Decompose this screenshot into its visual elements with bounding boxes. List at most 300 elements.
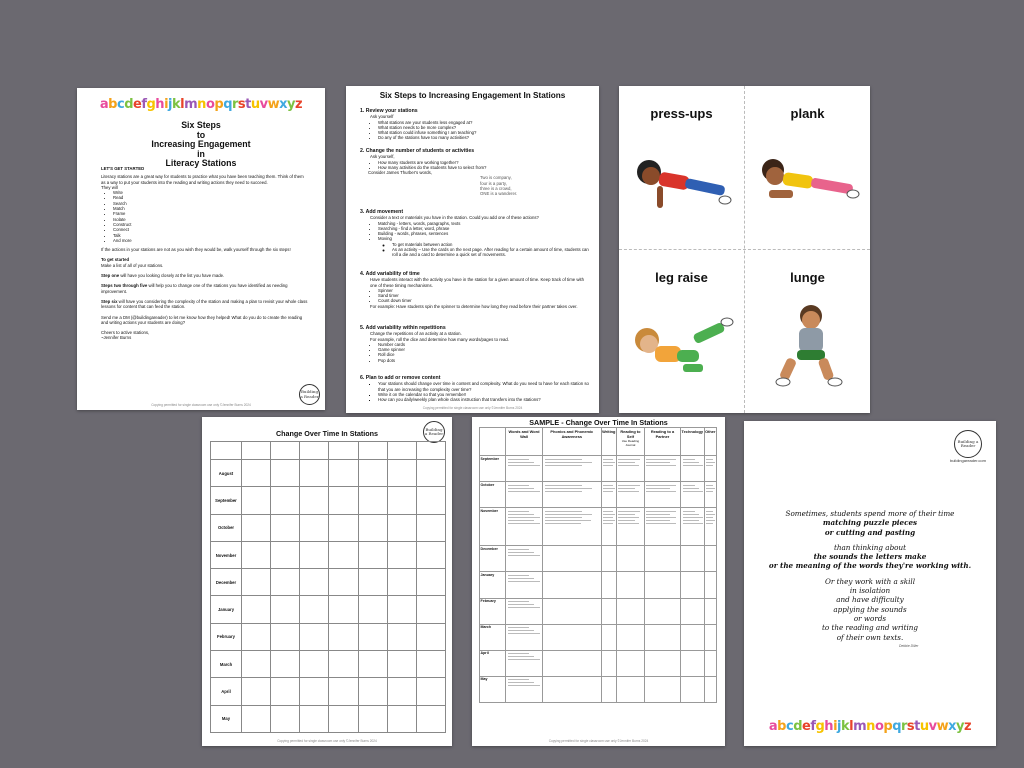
sample-row <box>480 482 717 508</box>
website-label: buildingareader.com <box>949 458 986 463</box>
calendar-cell <box>416 651 445 678</box>
sample-cell <box>506 676 543 702</box>
quote-line: and have difficulty <box>836 595 904 605</box>
calendar-cell <box>300 705 329 732</box>
calendar-cell <box>271 569 300 596</box>
list-item: • Sand timer <box>378 293 592 298</box>
alphabet-letter: d <box>793 719 802 734</box>
list-item: ▪ Your stations should change over time in content and complexity. What do you need to have for each station so that you are increasing the complexity over time? <box>378 381 592 392</box>
sample-row <box>480 508 717 546</box>
calendar-cell <box>416 460 445 487</box>
sample-grid <box>479 427 717 703</box>
column-header: Reading to Self Use Reading Journal <box>616 428 644 456</box>
calendar-cell <box>358 487 387 514</box>
calendar-cell <box>329 596 358 623</box>
sample-cell <box>543 546 602 572</box>
list-item: • How many students are working together? <box>378 160 592 165</box>
calendar-cell <box>271 541 300 568</box>
calendar-cell <box>271 487 300 514</box>
sample-cell <box>543 676 602 702</box>
sample-cell <box>543 650 602 676</box>
sample-cell <box>704 456 716 482</box>
calendar-cell <box>242 678 271 705</box>
exercise-figure-icon <box>627 134 737 224</box>
calendar-cell <box>329 651 358 678</box>
calendar-row <box>211 541 446 568</box>
calendar-header-cell <box>300 442 329 460</box>
alphabet-letter: b <box>108 97 117 112</box>
alphabet-letter: b <box>777 719 786 734</box>
calendar-cell <box>329 541 358 568</box>
month-label: February <box>480 598 506 624</box>
verb-item: • Isolate <box>113 217 309 222</box>
list-item: ▪ Write it on the calendar so that you remember! <box>378 392 592 397</box>
alphabet-letter: y <box>956 719 965 734</box>
alphabet-letter: i <box>164 97 169 112</box>
list-item: • How many activities do the students have to select from? <box>378 165 592 170</box>
month-label: May <box>211 705 242 732</box>
sample-cell <box>644 676 680 702</box>
alphabet-letter: u <box>919 719 929 734</box>
month-label: May <box>480 676 506 702</box>
calendar-cell <box>329 678 358 705</box>
alphabet-letter: a <box>99 97 109 112</box>
alphabet-letter: o <box>205 97 215 112</box>
verb-item: • Match <box>113 206 309 211</box>
month-label: January <box>211 596 242 623</box>
column-header: Phonics and Phonemic Awareness <box>543 428 602 456</box>
sample-cell <box>644 546 680 572</box>
sample-cell <box>681 572 705 598</box>
sample-cell <box>543 508 602 546</box>
sample-cell <box>506 456 543 482</box>
calendar-title: Change Over Time In Stations <box>275 429 379 438</box>
sample-cell <box>506 598 543 624</box>
step-1: 1. Review your stations Ask yourself • What stations are your students less engaged at? • What station needs to be more complex? • What station could infuse something I am teaching? • Do any of the stations have too many activities? <box>360 108 592 141</box>
verb-item: • Construct <box>113 222 309 227</box>
calendar-cell <box>387 514 416 541</box>
list-item: • Building - words, phrases, sentences <box>378 231 592 236</box>
month-label: October <box>211 514 242 541</box>
quote-line: applying the sounds <box>833 604 907 614</box>
calendar-row <box>211 596 446 623</box>
sample-cell <box>681 650 705 676</box>
footer: Copying permitted for single classroom use only ©Jennifer Burns 2024 <box>277 739 377 743</box>
month-label: December <box>480 546 506 572</box>
sample-cell <box>704 546 716 572</box>
calendar-header-cell <box>416 442 445 460</box>
alphabet-letter: m <box>853 719 867 734</box>
sample-cell <box>644 456 680 482</box>
calendar-cell <box>271 596 300 623</box>
brand-logo: Building a Reader <box>423 421 445 443</box>
sample-cell <box>704 508 716 546</box>
sample-cell <box>543 598 602 624</box>
list-item: • Moving <box>378 236 592 241</box>
alphabet-letter: z <box>295 97 303 112</box>
sample-cell <box>704 624 716 650</box>
calendar-row <box>211 678 446 705</box>
calendar-cell <box>416 705 445 732</box>
sample-row <box>480 676 717 702</box>
quote-line: or the meaning of the words they're working with. <box>768 561 972 571</box>
alphabet-letter: d <box>124 97 133 112</box>
step-2: 2. Change the number of students or activities Ask yourself, • How many students are working together? • How many activities do the students have to select from? Consider James Thurber's words, Two is company, four is a party, three is a crowd, ONE is a wanderer. <box>360 148 592 197</box>
calendar-cell <box>329 569 358 596</box>
alphabet-letter: l <box>180 97 185 112</box>
calendar-cell <box>358 541 387 568</box>
sample-cell <box>644 598 680 624</box>
calendar-cell <box>300 596 329 623</box>
footer: Copying permitted for single classroom use only ©Jennifer Burns 2024 <box>548 739 649 743</box>
calendar-header-cell <box>211 442 242 460</box>
calendar-cell <box>416 623 445 650</box>
alphabet-letter: k <box>841 719 850 734</box>
sample-cell <box>616 508 644 546</box>
calendar-cell <box>242 705 271 732</box>
sample-cell <box>644 624 680 650</box>
sample-cell <box>681 482 705 508</box>
quote-line: of their own texts. <box>836 632 904 642</box>
month-label: April <box>480 650 506 676</box>
sample-cell <box>506 650 543 676</box>
sample-cell <box>601 676 616 702</box>
calendar-cell <box>271 623 300 650</box>
sample-row <box>480 456 717 482</box>
calendar-cell <box>300 460 329 487</box>
alphabet-letter: h <box>824 719 834 734</box>
calendar-cell <box>300 514 329 541</box>
brand-logo: Building a Reader <box>954 430 982 458</box>
exercise-figure-icon <box>627 298 737 388</box>
exercise-cards-page <box>619 86 870 413</box>
verb-item: • Frame <box>113 211 309 216</box>
sample-cell <box>616 546 644 572</box>
calendar-cell <box>271 651 300 678</box>
calendar-header-cell <box>387 442 416 460</box>
calendar-row <box>211 487 446 514</box>
alphabet-letter: r <box>901 719 907 734</box>
alphabet-letter: p <box>214 97 224 112</box>
sample-cell <box>704 482 716 508</box>
sample-cell <box>616 676 644 702</box>
sample-cell <box>644 508 680 546</box>
quote-line: Sometimes, students spend more of their time <box>785 509 955 518</box>
calendar-page <box>202 417 452 746</box>
calendar-cell <box>358 514 387 541</box>
month-label: February <box>211 623 242 650</box>
calendar-cell <box>387 460 416 487</box>
sample-cell <box>616 482 644 508</box>
sample-cell <box>681 624 705 650</box>
sample-calendar-page <box>472 417 725 746</box>
alphabet-letter: c <box>785 719 794 734</box>
calendar-row <box>211 705 446 732</box>
sample-row <box>480 572 717 598</box>
calendar-cell <box>242 651 271 678</box>
six-steps-title: Six Steps to Increasing Engagement In Stations <box>379 91 566 100</box>
exercise-figure-icon <box>753 134 863 224</box>
sample-cell <box>543 482 602 508</box>
alphabet-letter: i <box>833 719 838 734</box>
exercise-label: leg raise <box>655 270 708 285</box>
sample-cell <box>601 546 616 572</box>
sample-cell <box>616 650 644 676</box>
corner-cell <box>480 428 506 456</box>
calendar-cell <box>416 514 445 541</box>
month-label: April <box>211 678 242 705</box>
sample-row <box>480 598 717 624</box>
month-label: January <box>480 572 506 598</box>
sample-cell <box>644 650 680 676</box>
footer: Copying permitted for single classroom use only ©Jennifer Burns 2024 <box>151 403 251 407</box>
intro-title: Six Steps to Increasing Engagement in Literacy Stations <box>151 120 251 169</box>
column-header: Other <box>704 428 716 456</box>
quote-line: to the reading and writing <box>821 623 919 633</box>
verb-item: • Connect <box>113 227 309 232</box>
quote-line: Or they work with a skill <box>824 576 916 586</box>
footer: Copying permitted for single classroom use only ©Jennifer Burns 2024 <box>422 406 523 410</box>
calendar-cell <box>416 487 445 514</box>
calendar-cell <box>416 569 445 596</box>
alphabet-letter: m <box>184 97 198 112</box>
sample-cell <box>601 572 616 598</box>
verb-item: • Read <box>113 195 309 200</box>
exercise-card <box>745 250 870 413</box>
quote-line: in isolation <box>849 586 891 596</box>
alphabet-letter: v <box>928 719 937 734</box>
alphabet-letter: e <box>133 97 142 112</box>
verb-item: • And more <box>113 238 309 243</box>
sample-title: SAMPLE - Change Over Time In Stations <box>529 418 668 427</box>
list-item: • Count down timer <box>378 298 592 303</box>
calendar-cell <box>242 487 271 514</box>
list-item: ◦ To get materials between action <box>392 242 592 247</box>
sample-cell <box>506 624 543 650</box>
sample-cell <box>506 546 543 572</box>
sample-row <box>480 624 717 650</box>
sample-cell <box>616 456 644 482</box>
list-item: • Game spinner <box>378 347 592 352</box>
sample-cell <box>601 456 616 482</box>
alphabet-letter: e <box>802 719 811 734</box>
alphabet-letter: n <box>866 719 875 734</box>
sample-cell <box>616 624 644 650</box>
alphabet-letter: p <box>883 719 893 734</box>
sample-cell <box>506 482 543 508</box>
alphabet-letter: t <box>245 97 251 112</box>
calendar-cell <box>416 541 445 568</box>
alphabet-letter: s <box>906 719 915 734</box>
calendar-cell <box>358 569 387 596</box>
brand-logo: Building a Reader <box>299 384 320 405</box>
quote-line: or cutting and pasting <box>824 527 916 537</box>
calendar-row <box>211 623 446 650</box>
sample-cell <box>681 598 705 624</box>
alphabet-letter: n <box>197 97 206 112</box>
sample-cell <box>601 650 616 676</box>
alphabet-letter: o <box>874 719 884 734</box>
calendar-grid <box>210 441 446 733</box>
calendar-cell <box>300 569 329 596</box>
list-item: • Roll dice <box>378 352 592 357</box>
alphabet-letter: j <box>168 97 172 112</box>
calendar-cell <box>329 623 358 650</box>
calendar-cell <box>387 651 416 678</box>
calendar-cell <box>329 487 358 514</box>
alphabet-letter: x <box>279 97 288 112</box>
list-item: • What stations are your students less engaged at? <box>378 120 592 125</box>
calendar-cell <box>271 678 300 705</box>
calendar-cell <box>358 596 387 623</box>
list-item: • Spinner <box>378 288 592 293</box>
calendar-cell <box>387 569 416 596</box>
alphabet-letter: l <box>849 719 854 734</box>
alphabet-letter: z <box>964 719 972 734</box>
calendar-cell <box>387 541 416 568</box>
step-6: 6. Plan to add or remove content ▪ Your stations should change over time in content and complexity. What do you need to have for each station so that you are increasing the complexity over time? ▪ Write it on the calendar so that you remember! ▪ How can you daily/weekly plan whole class instruction that transfers into the stations? <box>360 375 592 402</box>
list-item: • Pop dots <box>378 358 592 363</box>
alphabet-letter: f <box>141 97 147 112</box>
alphabet-letter: q <box>892 719 901 734</box>
column-header: Words and Word Wall <box>506 428 543 456</box>
verbs-list <box>101 190 309 243</box>
calendar-cell <box>416 596 445 623</box>
sample-cell <box>616 598 644 624</box>
calendar-cell <box>329 705 358 732</box>
sample-row <box>480 650 717 676</box>
handout-intro-page <box>77 88 325 410</box>
alphabet-letter: w <box>267 97 280 112</box>
step-5: 5. Add variability within repetitions Change the repetitions of an activity at a station. For example, roll the dice and determine how many words/pages to read. • Number cards • Game spinner • Roll dice • Pop dots <box>360 325 592 363</box>
month-label: August <box>211 460 242 487</box>
column-header: Technology <box>681 428 705 456</box>
calendar-header-cell <box>358 442 387 460</box>
month-label: March <box>211 651 242 678</box>
sample-cell <box>616 572 644 598</box>
calendar-cell <box>242 514 271 541</box>
month-label: December <box>211 569 242 596</box>
alphabet-letter: k <box>172 97 181 112</box>
calendar-cell <box>300 487 329 514</box>
sample-cell <box>704 676 716 702</box>
sample-cell <box>644 482 680 508</box>
alphabet-letter: f <box>810 719 816 734</box>
list-item: • What station needs to be more complex? <box>378 125 592 130</box>
alphabet-letter: t <box>914 719 920 734</box>
thurber-poem: Two is company, four is a party, three is a crowd, ONE is a wanderer. <box>480 175 518 197</box>
sample-cell <box>644 572 680 598</box>
column-header: Writing <box>601 428 616 456</box>
exercise-label: plank <box>790 106 825 121</box>
sample-cell <box>543 572 602 598</box>
calendar-cell <box>271 514 300 541</box>
verb-item: • Talk <box>113 233 309 238</box>
sample-cell <box>681 456 705 482</box>
step-4: 4. Add variability of time Have students interact with the activity you have in the station for a given amount of time. Keep track of time with one of these timing mechanisms. • Spinner • Sand timer • Count down timer For example: Have students spin the spinner to determine how long they read before their partner takes over. <box>360 271 592 309</box>
quote-attribution: Debbie Diller <box>899 644 919 648</box>
calendar-header-cell <box>242 442 271 460</box>
exercise-figure-icon <box>753 298 863 388</box>
exercise-card <box>619 250 744 413</box>
alphabet-banner-bottom <box>744 719 996 734</box>
exercise-card <box>619 86 744 249</box>
calendar-cell <box>329 460 358 487</box>
month-label: October <box>480 482 506 508</box>
calendar-cell <box>387 487 416 514</box>
alphabet-letter: g <box>146 97 156 112</box>
sample-cell <box>543 624 602 650</box>
sample-cell <box>506 572 543 598</box>
exercise-card <box>745 86 870 249</box>
alphabet-letter: h <box>155 97 165 112</box>
quote-line: or words <box>853 613 887 623</box>
calendar-cell <box>358 678 387 705</box>
calendar-row <box>211 651 446 678</box>
quote-line: matching puzzle pieces <box>822 518 918 528</box>
alphabet-letter: q <box>223 97 232 112</box>
calendar-cell <box>387 623 416 650</box>
calendar-cell <box>300 541 329 568</box>
alphabet-banner-top <box>77 97 325 112</box>
calendar-cell <box>387 705 416 732</box>
sample-cell <box>681 546 705 572</box>
list-item: • Searching - find a letter, word, phrase <box>378 226 592 231</box>
calendar-cell <box>387 678 416 705</box>
calendar-cell <box>242 623 271 650</box>
calendar-cell <box>300 651 329 678</box>
calendar-cell <box>242 541 271 568</box>
calendar-cell <box>358 460 387 487</box>
sample-cell <box>704 650 716 676</box>
calendar-cell <box>242 460 271 487</box>
list-item: • Matching - letters, words, paragraphs, texts <box>378 221 592 226</box>
calendar-cell <box>416 678 445 705</box>
alphabet-letter: v <box>259 97 268 112</box>
month-label: November <box>480 508 506 546</box>
calendar-row <box>211 514 446 541</box>
alphabet-letter: w <box>936 719 949 734</box>
sample-cell <box>704 572 716 598</box>
exercise-label: lunge <box>790 270 825 285</box>
month-label: March <box>480 624 506 650</box>
sample-cell <box>704 598 716 624</box>
calendar-cell <box>300 623 329 650</box>
sample-cell <box>601 508 616 546</box>
calendar-cell <box>242 596 271 623</box>
alphabet-letter: a <box>768 719 778 734</box>
list-item: ▪ How can you daily/weekly plan whole class instruction that transfers into the stations? <box>378 397 592 402</box>
month-label: November <box>211 541 242 568</box>
calendar-cell <box>300 678 329 705</box>
calendar-cell <box>271 705 300 732</box>
verb-item: • Write <box>113 190 309 195</box>
alphabet-letter: c <box>116 97 125 112</box>
calendar-header-cell <box>271 442 300 460</box>
calendar-row <box>211 569 446 596</box>
alphabet-letter: u <box>250 97 260 112</box>
sample-row <box>480 546 717 572</box>
quote-text <box>744 509 996 642</box>
calendar-cell <box>358 705 387 732</box>
sample-cell <box>543 456 602 482</box>
quote-page <box>744 421 996 746</box>
list-item: • What station could infuse something I am teaching? <box>378 130 592 135</box>
intro-body: LET'S GET STARTED Literacy stations are a great way for students to practice what you have been teaching them. Think of them as a way to put your students into the reading and writing actions they need to succeed. They will • Write • Read • Search • Match • Frame • Isolate • Construct • Connect • Talk • And more If the actions in your stations are not as you wish they would be, walk yourself through the six steps! To get started Make a list of all of your stations. Step one will have you looking closely at the list you have made. Steps two through five will help you to change one of the stations you have identified as needing improvement. Step six will have you considering the complexity of the station and making a plan to revisit your whole class lessons for content that can feed the station. Send me a DM (@buildingareader) to let me know how they helped! What do you do to create the reading and writing actions your students are doing? Cheers to active stations, ~Jennifer Burns <box>101 166 309 344</box>
calendar-cell <box>329 514 358 541</box>
alphabet-letter: g <box>815 719 825 734</box>
alphabet-letter: y <box>287 97 296 112</box>
